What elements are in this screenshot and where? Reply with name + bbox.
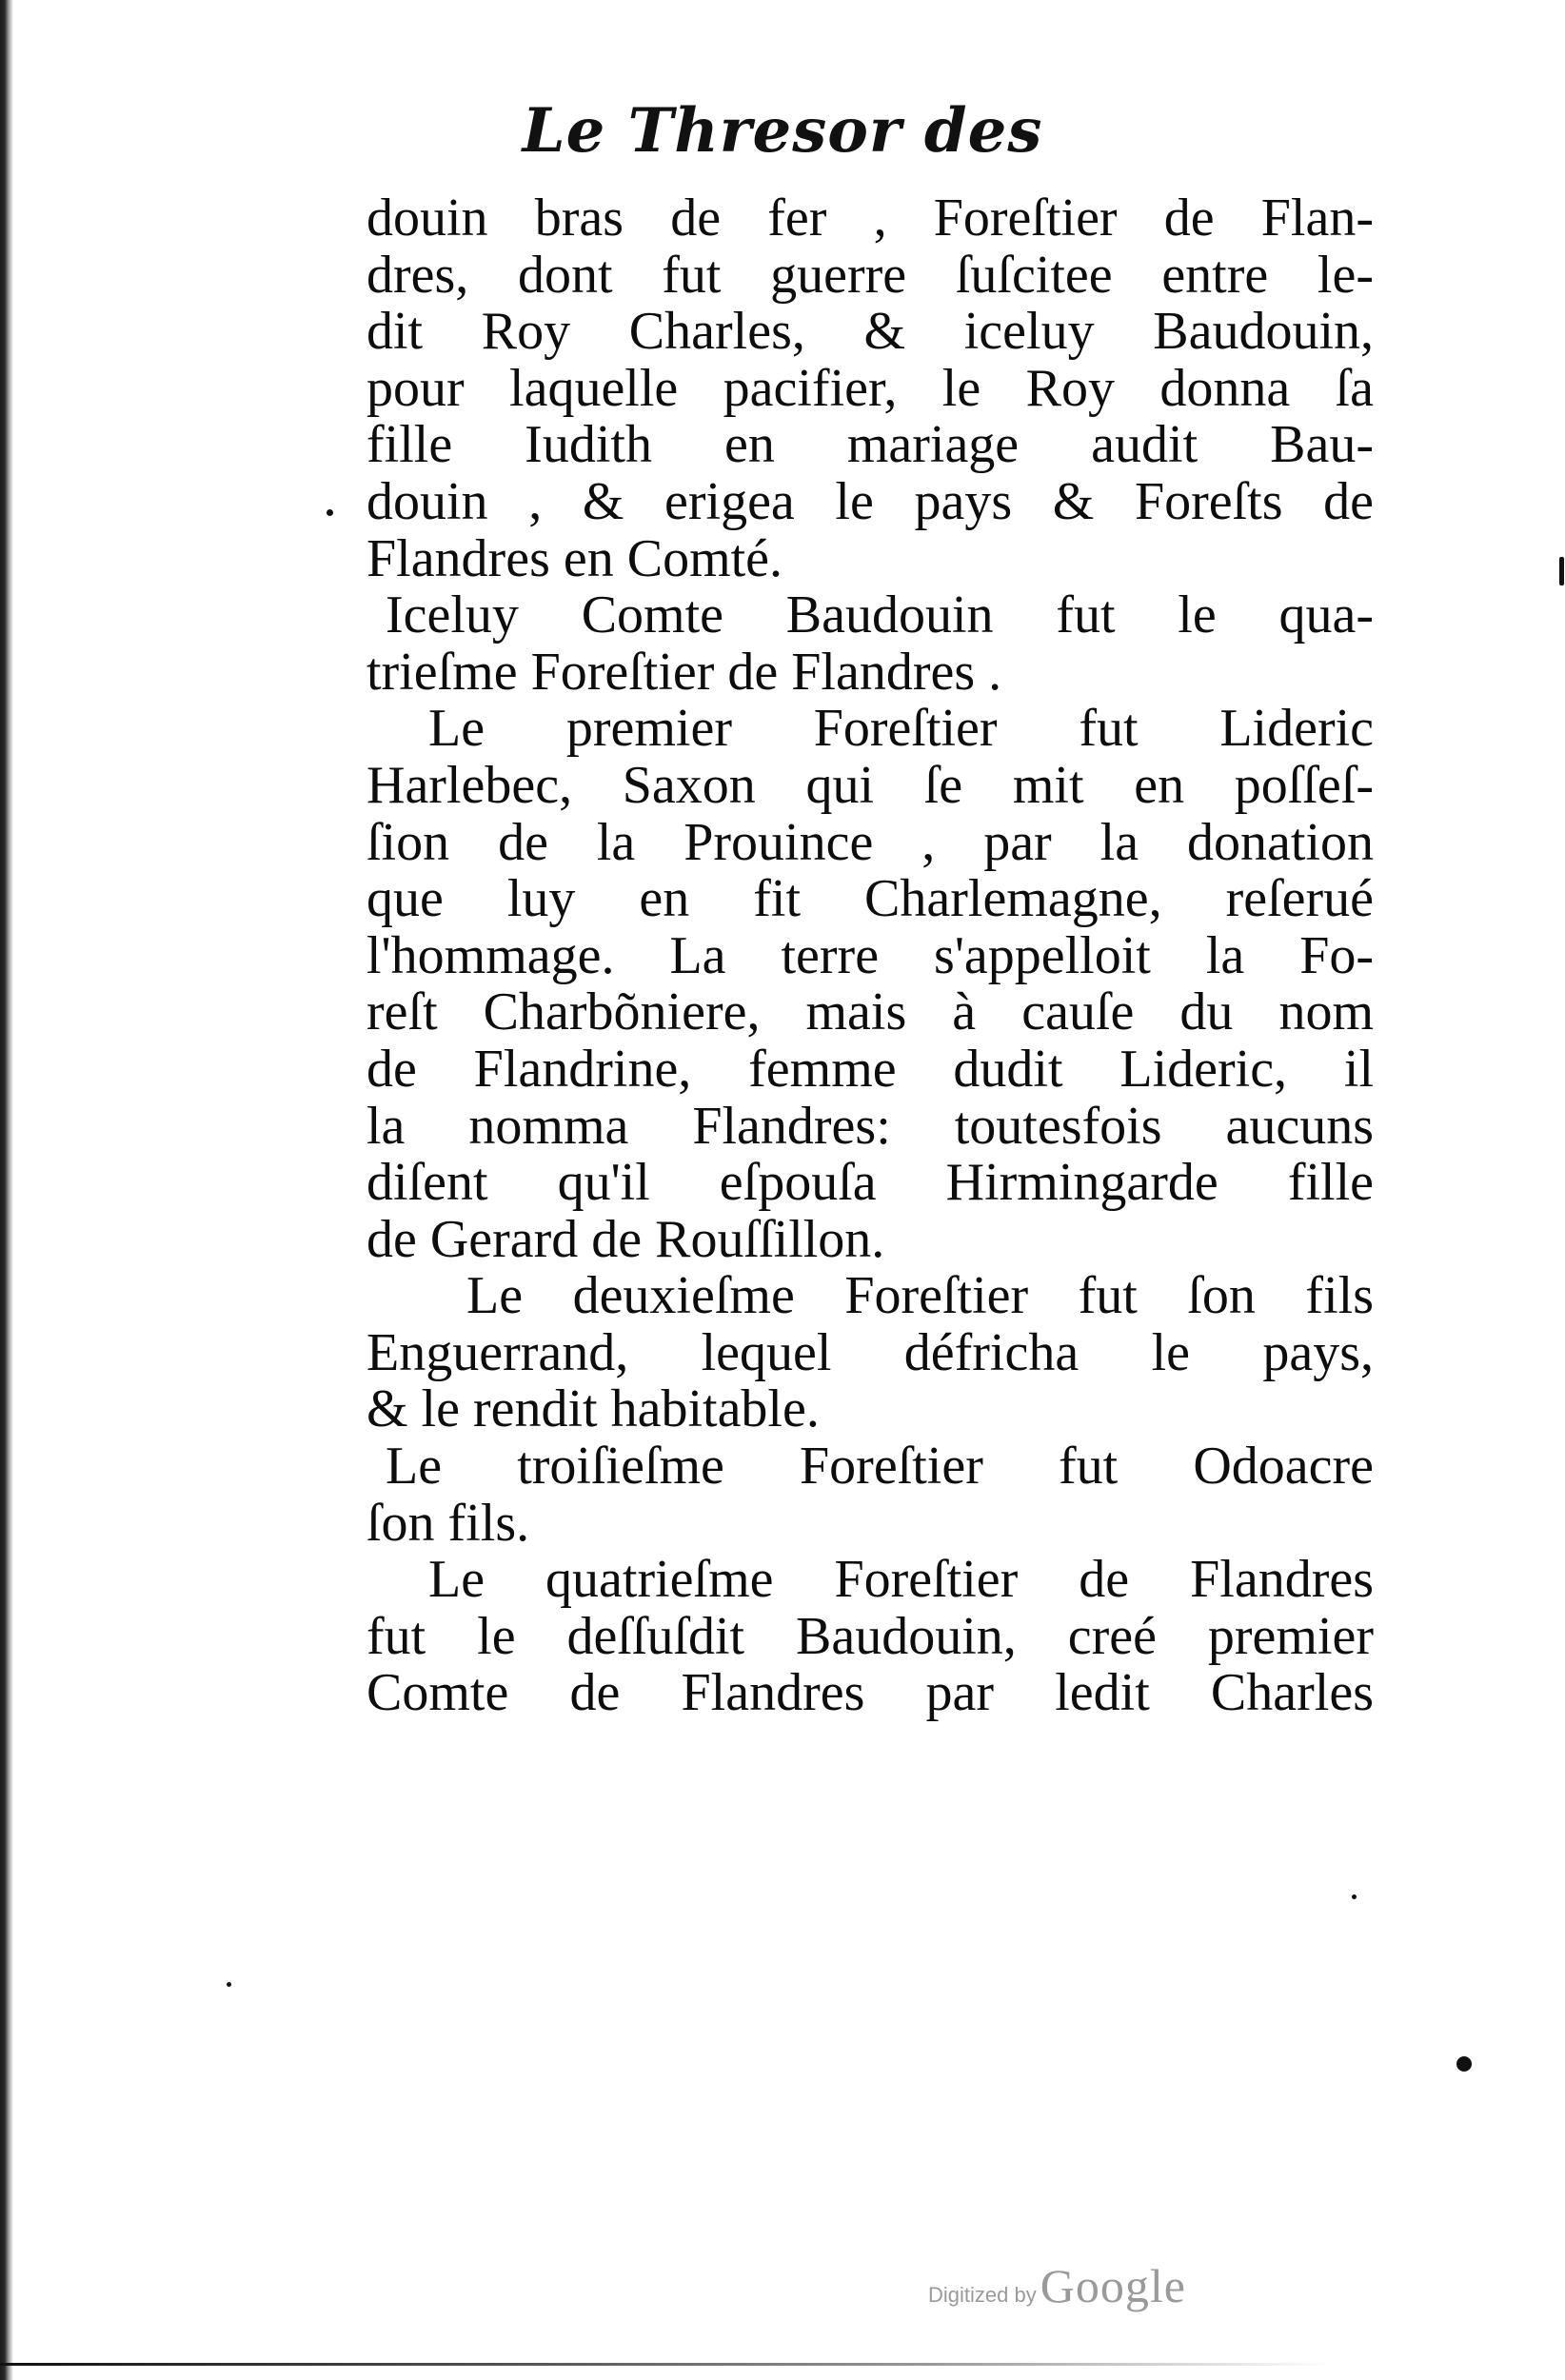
- text-line: fut le deſſuſdit Baudouin, creé premier: [366, 1606, 1374, 1666]
- text-line: dres, dont fut guerre ſuſcitee entre le-: [366, 245, 1374, 305]
- text-line: Flandres en Comté.: [366, 528, 783, 588]
- digitized-by-google-watermark: [928, 2258, 1186, 2313]
- scan-speck: [1559, 557, 1564, 585]
- digitized-by-label: Digitized by: [928, 2283, 1037, 2307]
- running-head: Le Thresor des: [522, 95, 1043, 167]
- text-line: douin , & erigea le pays & Foreſts de: [366, 471, 1374, 531]
- text-line: & le rendit habitable.: [366, 1379, 820, 1439]
- text-line: fille Iudith en mariage audit Bau-: [366, 415, 1374, 475]
- text-line: de Gerard de Rouſſillon.: [366, 1209, 885, 1269]
- text-line: Le troiſieſme Foreſtier fut Odoacre: [386, 1437, 1374, 1497]
- text-line: ſion de la Prouince , par la donation: [366, 812, 1374, 872]
- body-text: [366, 190, 1374, 1722]
- scan-speck: [1352, 1894, 1357, 1899]
- text-line: l'hommage. La terre s'appelloit la Fo-: [366, 925, 1374, 985]
- text-line: reſt Charbõniere, mais à cauſe du nom: [366, 982, 1374, 1042]
- page-bottom-edge: [0, 2363, 1333, 2366]
- google-logo-text: Google: [1040, 2259, 1186, 2312]
- text-line: ſon fils.: [366, 1493, 530, 1553]
- text-line: que luy en fit Charlemagne, reſerué: [366, 869, 1374, 929]
- scan-speck: [227, 1982, 231, 1987]
- binding-edge: [0, 0, 13, 2380]
- text-line: Le quatrieſme Foreſtier de Flandres: [428, 1550, 1374, 1610]
- text-line: Enguerrand, lequel défricha le pays,: [366, 1322, 1374, 1382]
- text-line: trieſme Foreſtier de Flandres .: [366, 642, 1002, 702]
- text-line: Iceluy Comte Baudouin fut le qua-: [386, 585, 1374, 645]
- text-line: Harlebec, Saxon qui ſe mit en poſſeſ-: [366, 755, 1374, 815]
- text-line: Comte de Flandres par ledit Charles: [366, 1663, 1374, 1723]
- scan-speck: [1456, 2056, 1472, 2072]
- text-line: diſent qu'il eſpouſa Hirmingarde fille: [366, 1153, 1374, 1213]
- text-line: Le deuxieſme Foreſtier fut ſon fils: [466, 1266, 1374, 1326]
- text-line: la nomma Flandres: toutesfois aucuns: [366, 1096, 1374, 1156]
- scan-speck: [327, 509, 333, 516]
- text-line: pour laquelle pacifier, le Roy donna ſa: [366, 358, 1374, 418]
- text-line: Le premier Foreſtier fut Lideric: [428, 699, 1374, 759]
- text-line: dit Roy Charles, & iceluy Baudouin,: [366, 302, 1374, 362]
- text-line: douin bras de fer , Foreſtier de Flan-: [366, 188, 1374, 248]
- text-line: de Flandrine, femme dudit Lideric, il: [366, 1039, 1374, 1099]
